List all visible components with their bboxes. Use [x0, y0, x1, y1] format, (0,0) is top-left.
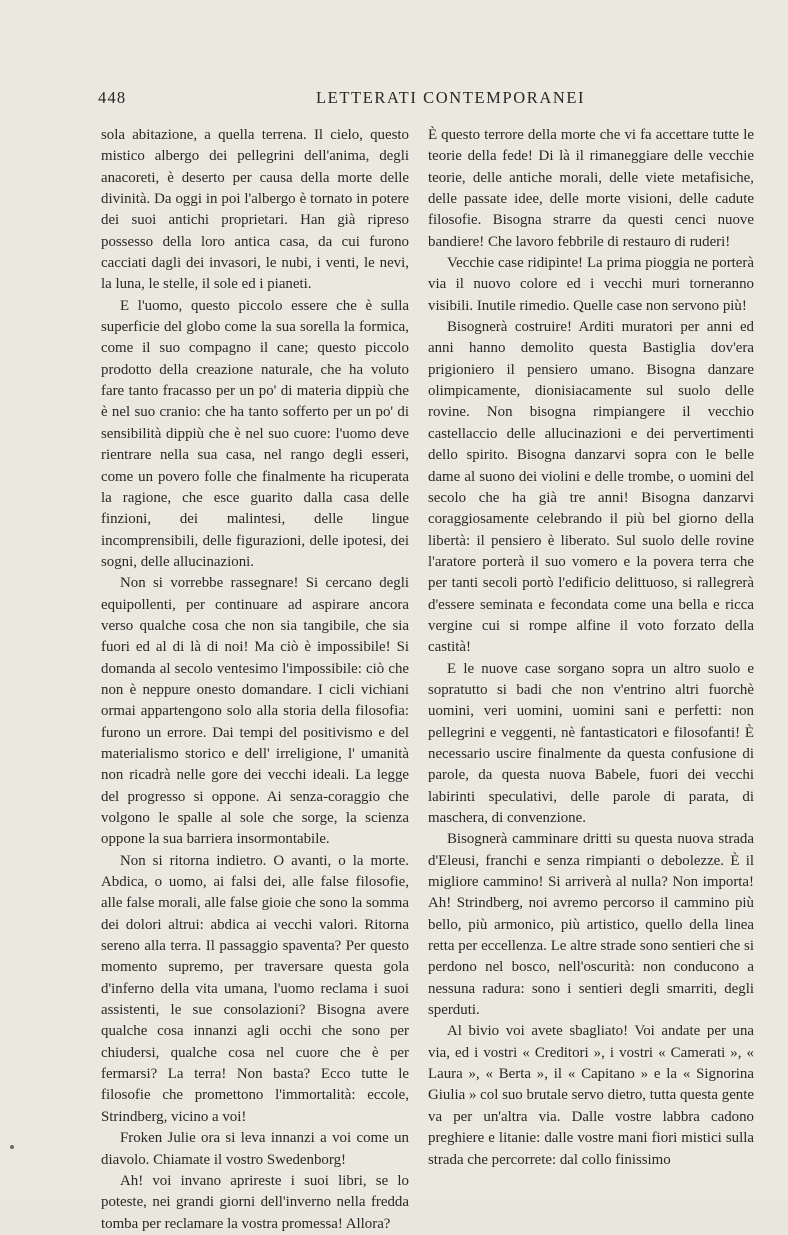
- paragraph: Non si vorrebbe rassegnare! Si cercano degli equipollenti, per continuare ad aspirare ancora verso qualche cosa che non sia tangibile, che sia fuori ed al di là di noi! Ma ciò è impossibile! Si domanda al secolo ventesimo l'impossibile: ciò che non è neppure onesto domandare. I cicli vichiani ormai appartengono solo alla storia della filosofia: furono un errore. Dai tempi del positivismo e del materialismo storico e dell' irreligione, l' umanità non ricadrà nelle gore dei vecchi ideali. La legge del progresso si oppone. Ai senza-coraggio che volgono le spalle al sole che sorge, la scienza oppone la sua barriera insormontabile.: [101, 575, 409, 848]
- paragraph: E l'uomo, questo piccolo essere che è sulla superficie del globo come la sua sorella la formica, come il suo compagno il cane; questo piccolo prodotto della creazione naturale, che ha voluto fare tanto fracasso per un po' di materia dippiù che è nel suo cranio: che ha tanto sofferto per un po' di sensibilità dippiù che è nel suo cuore: l'uomo deve rientrare nella sua casa, nel rango degli esseri, come un povero folle che finalmente ha ricuperata la ragione, che esce guarito dalla casa delle finzioni, dei malintesi, delle lingue incomprensibili, delle figurazioni, delle ipotesi, dei sogni, delle allucinazioni.: [101, 297, 409, 570]
- left-column: [101, 125, 409, 1235]
- running-title: LETTERATI CONTEMPORANEI: [316, 88, 586, 107]
- right-column: [428, 125, 754, 1171]
- paragraph: Vecchie case ridipinte! La prima pioggia ne porterà via il nuovo colore ed i vecchi muri torneranno visibili. Inutile rimedio. Quelle case non servono più!: [428, 255, 754, 314]
- ink-speck: [10, 1145, 14, 1149]
- paragraph: sola abitazione, a quella terrena. Il cielo, questo mistico albergo dei pellegrini dell'anima, degli anacoreti, è deserto per causa della morte delle divinità. Da oggi in poi l'albergo è tornato in potere dei suoi antichi proprietari. Han già ripreso possesso della loro antica casa, da cui furono cacciati dagli dei invasori, le nubi, i venti, le nevi, la luna, le stelle, il sole ed i pianeti.: [101, 127, 409, 293]
- paragraph: Bisognerà camminare dritti su questa nuova strada d'Eleusi, franchi e senza rimpianti o debolezze. È il migliore cammino! Si arriverà al nulla? Non importa! Ah! Strindberg, noi avremo percorso il cammino più bello, più armonico, più artistico, quello della linea retta per eccellenza. Le altre strade sono sentieri che si perdono nel bosco, nell'oscurità: non conducono a nessuna radura: sono i sentieri degli smarriti, degli sperduti.: [428, 831, 754, 1019]
- paragraph: Al bivio voi avete sbagliato! Voi andate per una via, ed i vostri « Creditori », i vostri « Camerati », « Laura », « Berta », il « Capitano » e la « Signorina Giulia » col suo brutale servo dietro, tutta questa gente va per un'altra via. Dalle vostre labbra cadono preghiere e litanie: dalle vostre mani fiori mistici sulla strada che percorrete: dal collo finissimo: [428, 1023, 754, 1168]
- page-number: 448: [98, 88, 127, 107]
- paragraph: Non si ritorna indietro. O avanti, o la morte. Abdica, o uomo, ai falsi dei, alle false filosofie, alle false morali, alle false gioie che sono la somma dei dolori altrui: abdica ai vecchi valori. Ritorna sereno alla terra. Il passaggio spaventa? Per questo momento supremo, per traversare questa gola d'inferno della vita umana, l'uomo reclama i suoi assistenti, le sue consolazioni? Bisogna avere qualche cosa innanzi agli occhi che sono per chiudersi, qualche cosa nel cuore che è per fermarsi? La terra! Non basta? Ecco tutte le filosofie che promettono l'immortalità: eccole, Strindberg, vicino a voi!: [101, 852, 409, 1125]
- paragraph: Bisognerà costruire! Arditi muratori per anni ed anni hanno demolito questa Bastiglia dov'era prigioniero il pensiero umano. Bisogna danzare olimpicamente, dionisiacamente sul suolo delle rovine. Non bisogna rimpiangere il vecchio castellaccio delle allucinazioni e dei pervertimenti dello spirito. Bisogna danzarvi sopra con le belle dame al suono dei violini e delle trombe, o uomini del secolo che ha già tre anni! Bisogna danzarvi coraggiosamente celebrando il più bel giorno della libertà: il pensiero è liberato. Sul suolo delle rovine l'aratore porterà il suo vomero e la povera terra che per tanti secoli portò l'edificio delittuoso, si rallegrerà d'essere seminata e fecondata come una bella e ricca vergine cui si rompe alfine il voto forzato della castità!: [428, 319, 754, 656]
- paragraph: Ah! voi invano aprireste i suoi libri, se lo poteste, nei grandi giorni dell'inverno nella fredda tomba per reclamare la vostra promessa! Allora?: [101, 1172, 409, 1232]
- page-header: [98, 88, 756, 112]
- paragraph: È questo terrore della morte che vi fa accettare tutte le teorie della fede! Di là il rimaneggiare delle vecchie teorie, delle antiche morali, delle viete metafisiche, delle passate idee, delle morte visioni, delle cadute filosofie. Bisogna strarre da questi cenci nuove bandiere! Che lavoro febbrile di restauro di ruderi!: [428, 127, 754, 250]
- paragraph: E le nuove case sorgano sopra un altro suolo e sopratutto si badi che non v'entrino altri fuorchè uomini, veri uomini, uomini sani e perfetti: non pellegrini e veggenti, nè fantasticatori e filosofanti! È necessario uscire finalmente da questa confusione di parole, da questa nuova Babele, fuori dei vecchi labirinti speculativi, delle parole di parata, di maschera, di convenzione.: [428, 660, 754, 826]
- paragraph: Froken Julie ora si leva innanzi a voi come un diavolo. Chiamate il vostro Swedenborg!: [101, 1130, 409, 1168]
